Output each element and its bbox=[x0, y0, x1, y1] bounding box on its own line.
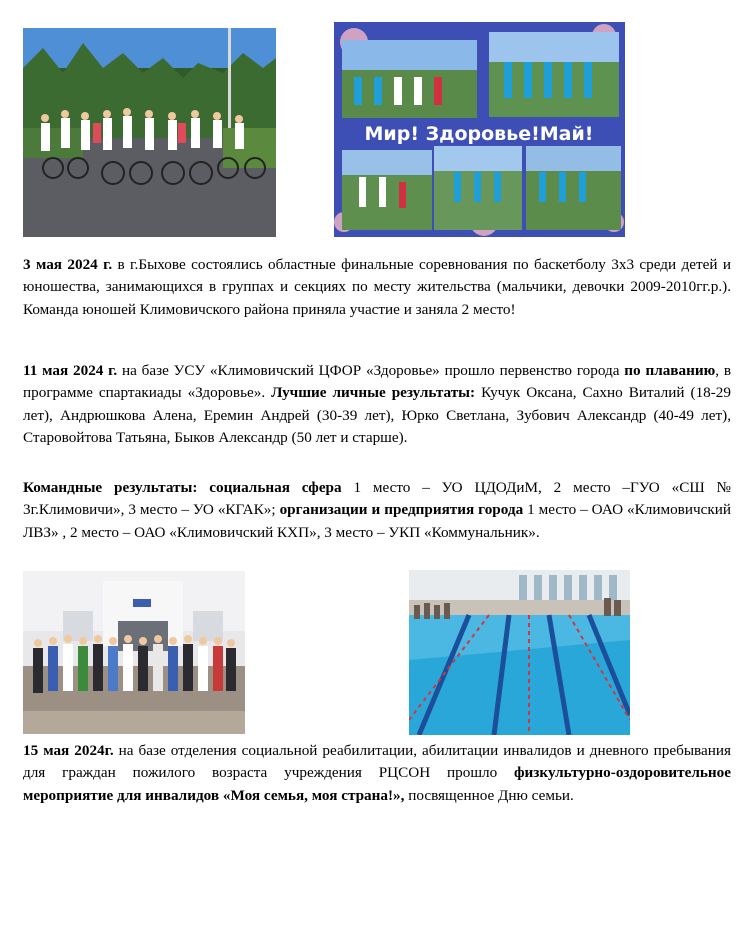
swimming-text-1: на базе УСУ «Климовичский ЦФОР «Здоровье» прошло первенство города bbox=[117, 362, 625, 379]
collage-banner-title: Мир! Здоровье!Май! bbox=[364, 123, 594, 145]
organizations-label: организации и предприятия города bbox=[279, 501, 524, 519]
swimming-sport: по плаванию bbox=[624, 362, 716, 379]
photo-group bbox=[23, 571, 245, 734]
team-results-label: Командные результаты: социальная сфера bbox=[23, 479, 342, 496]
paragraph-family-event bbox=[23, 740, 731, 807]
paragraph-swimming bbox=[23, 360, 731, 450]
date-may-3: 3 мая 2024 г. bbox=[23, 256, 113, 273]
paragraph-team-results bbox=[23, 477, 731, 544]
family-event-title: физкультурно-оздоровительное мероприятие для инвалидов «Моя семья, моя страна!», bbox=[23, 764, 731, 804]
best-results-text: Кучук Оксана, Сахно Виталий (18-29 лет), Андрюшкова Алена, Еремин Андрей (30-39 лет), Юрко Светлана, Зубович Александр (40-49 лет), Старовойтова Татьяна, Быков Александр (50 лет и старше). bbox=[23, 384, 731, 447]
basketball-text: в г.Быхове состоялись областные финальные соревнования по баскетболу 3х3 среди детей и юношества, занимающихся в группах и секциях по месту жительства (мальчики, девочки 2009-2010гг.р.). Команда юношей Климовичского района приняла участие и заняла 2 место! bbox=[23, 256, 731, 318]
team-results-text-1: 1 место – УО ЦДОДиМ, 2 место –ГУО «СШ № 3г.Климовичи», 3 место – УО «КГАК»; bbox=[23, 479, 731, 519]
best-results-label: Лучшие личные результаты: bbox=[271, 384, 476, 402]
family-event-text-1: на базе отделения социальной реабилитации, абилитации инвалидов и дневного пребывания для граждан пожилого возраста учреждения РЦСОН прошло bbox=[23, 742, 732, 782]
photo-pool bbox=[409, 570, 630, 735]
swimming-text-2: , в программе спартакиады «Здоровье». bbox=[23, 362, 731, 402]
photo-cycling bbox=[23, 28, 276, 237]
paragraph-basketball bbox=[23, 254, 731, 321]
date-may-15: 15 мая 2024г. bbox=[23, 742, 114, 759]
date-may-11: 11 мая 2024 г. bbox=[23, 362, 118, 379]
team-results-text-2: 1 место – ОАО «Климовичский ЛВЗ» , 2 место – ОАО «Климовичский КХП», 3 место – УКП «Коммунальник». bbox=[23, 501, 731, 541]
family-event-text-2: посвященное Дню семьи. bbox=[404, 786, 574, 804]
photo-collage bbox=[334, 22, 625, 237]
